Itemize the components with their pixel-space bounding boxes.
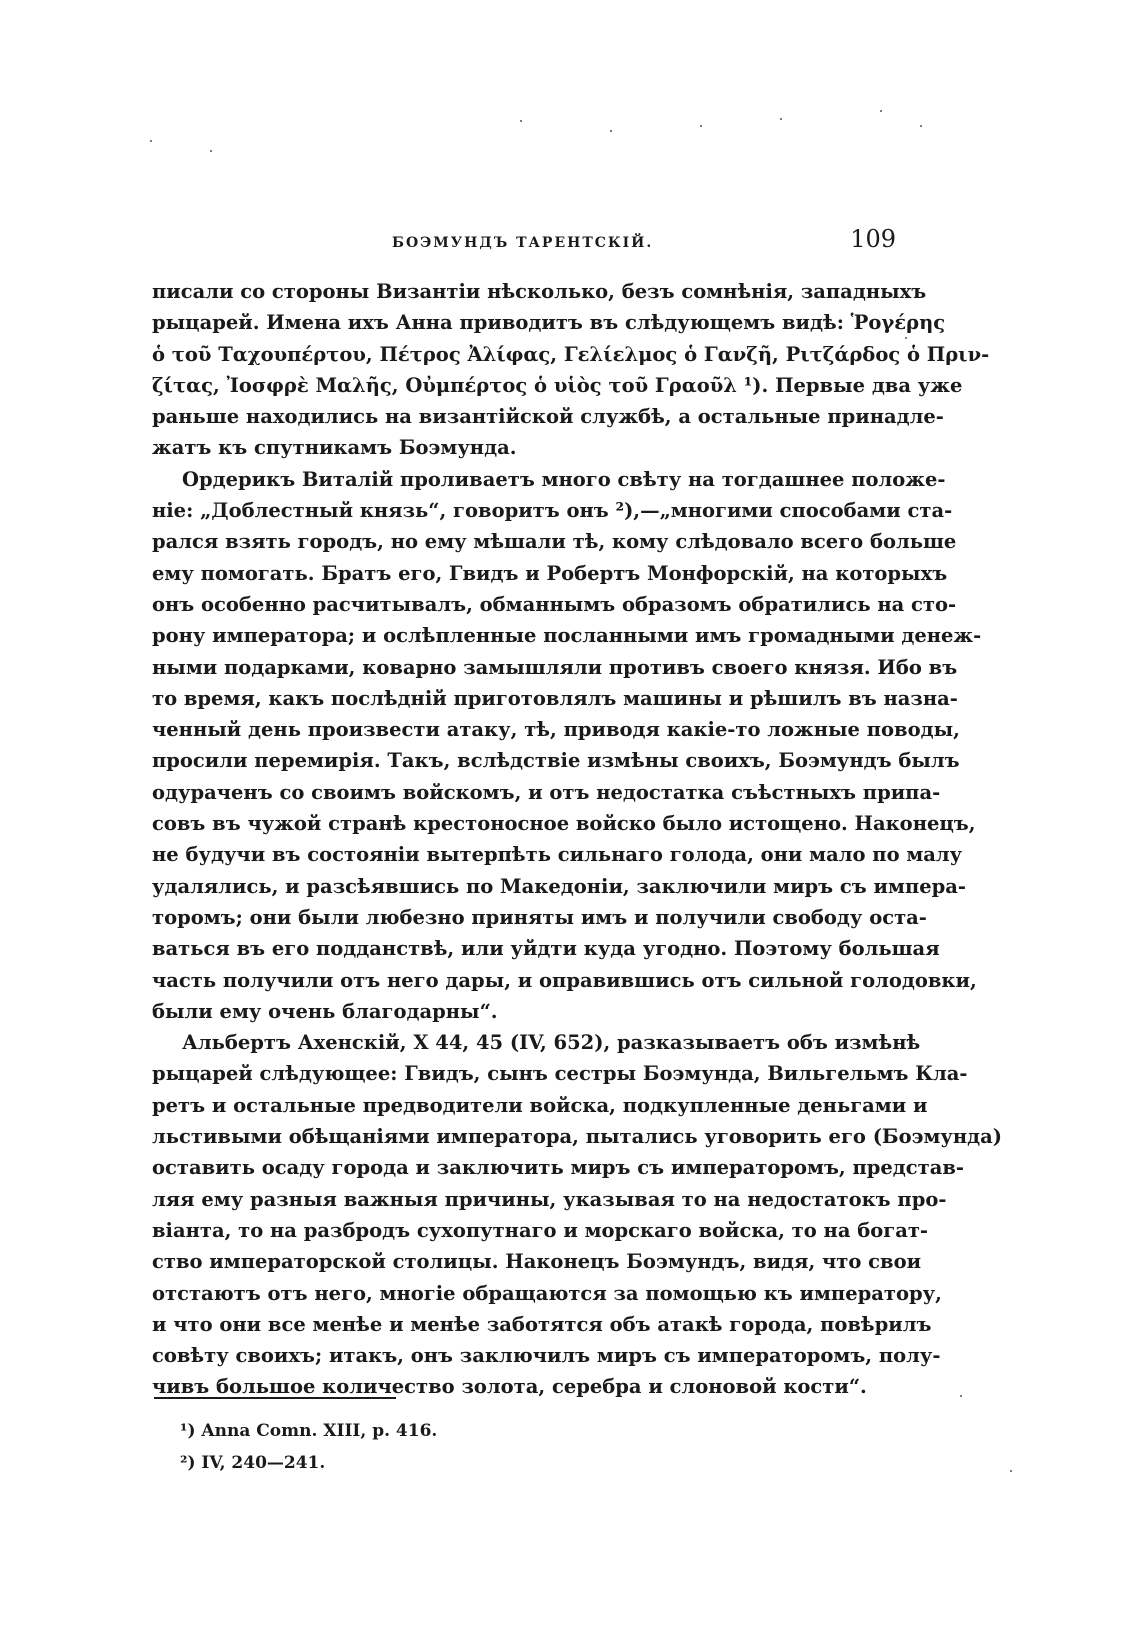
text-line: просили перемирія. Такъ, вслѣдствіе измѣны своихъ, Боэмундъ былъ — [152, 749, 960, 773]
text-line: ляя ему разныя важныя причины, указывая то на недостатокъ про- — [152, 1187, 947, 1211]
text-line: ζίτας, Ἰοσφρὲ Μαλῆς, Οὐμπέρτος ὁ υἱὸς τοῦ Γραοῦλ ¹). Первые два уже — [152, 373, 963, 397]
paragraph-3 — [152, 1027, 1003, 1403]
scan-speck — [520, 120, 522, 122]
text-line: часть получили отъ него дары, и оправившись отъ сильной голодовки, — [152, 968, 977, 992]
scan-speck — [905, 337, 907, 339]
text-line: писали со стороны Византіи нѣсколько, безъ сомнѣнія, западныхъ — [152, 280, 927, 303]
text-line: онъ особенно расчитывалъ, обманнымъ образомъ обратились на сто- — [152, 592, 957, 616]
text-line: то время, какъ послѣдній приготовлялъ машины и рѣшилъ въ назна- — [152, 686, 958, 710]
scan-speck — [700, 125, 702, 127]
text-line: торомъ; они были любезно приняты имъ и получили свободу оста- — [152, 905, 927, 929]
text-line: отстаютъ отъ него, многіе обращаются за помощью къ императору, — [152, 1281, 942, 1305]
text-line: рыцарей. Имена ихъ Анна приводитъ въ слѣдующемъ видѣ: Ῥογέρης — [152, 311, 946, 335]
footnotes — [180, 1415, 580, 1479]
paragraph-2 — [152, 464, 982, 1027]
text-line: совъ въ чужой странѣ крестоносное войско было истощено. Наконецъ, — [152, 812, 976, 836]
scan-speck — [960, 1395, 962, 1397]
text-line: оставить осаду города и заключить миръ съ императоромъ, представ- — [152, 1156, 965, 1180]
text-line: ніе: „Доблестный князь“, говоритъ онъ ²),—„многими способами ста- — [152, 499, 953, 523]
running-title: БОЭМУНДЪ ТАРЕНТСКІЙ. — [392, 235, 654, 251]
scan-speck — [780, 118, 782, 120]
text-line: и что они все менѣе и менѣе заботятся объ атакѣ города, повѣрилъ — [152, 1312, 932, 1336]
text-line: ство императорской столицы. Наконецъ Боэмундъ, видя, что свои — [152, 1250, 922, 1274]
text-line: ченный день произвести атаку, тѣ, приводя какіе-то ложные поводы, — [152, 718, 960, 742]
footnote-2: ²) IV, 240—241. — [180, 1453, 326, 1473]
text-line: ему помогать. Братъ его, Гвидъ и Робертъ Монфорскій, на которыхъ — [152, 561, 948, 585]
scan-speck — [150, 140, 152, 142]
paragraph-1 — [152, 276, 990, 464]
text-line: рыцарей слѣдующее: Гвидъ, сынъ сестры Боэмунда, Вильгельмъ Кла- — [152, 1062, 968, 1086]
text-line: жатъ къ спутникамъ Боэмунда. — [152, 436, 517, 460]
text-line: рону императора; и ослѣпленные посланными имъ громадными денеж- — [152, 624, 982, 648]
scan-speck — [920, 125, 922, 127]
text-line: одураченъ со своимъ войскомъ, и отъ недостатка съѣстныхъ припа- — [152, 780, 941, 804]
text-line: Ордерикъ Виталій проливаетъ много свѣту на тогдашнее положе- — [182, 467, 946, 491]
text-line: ными подарками, коварно замышляли противъ своего князя. Ибо въ — [152, 655, 958, 679]
scan-speck — [1010, 1470, 1012, 1472]
page-number: 109 — [850, 225, 896, 253]
text-line: ретъ и остальные предводители войска, подкупленные деньгами и — [152, 1093, 928, 1117]
scan-speck — [880, 110, 882, 112]
text-line: ὁ τοῦ Ταχουπέρτου, Πέτρος Ἀλίφας, Γελίελμος ὁ Γανζῆ, Ριτζάρδος ὁ Πριν- — [152, 342, 990, 366]
text-line: Альбертъ Ахенскій, X 44, 45 (IV, 652), разказываетъ объ измѣнѣ — [182, 1031, 921, 1055]
text-line: удалялись, и разсѣявшись по Македоніи, заключили миръ съ импера- — [152, 874, 966, 898]
text-line: совѣту своихъ; итакъ, онъ заключилъ миръ съ императоромъ, полу- — [152, 1344, 941, 1368]
text-line: віанта, то на разбродъ сухопутнаго и морскаго войска, то на богат- — [152, 1218, 929, 1242]
footnote-1: ¹) Anna Comn. XIII, p. 416. — [180, 1421, 438, 1441]
footnote-rule — [154, 1397, 396, 1399]
scan-speck — [210, 150, 212, 152]
text-line: чивъ большое количество золота, серебра и слоновой кости“. — [152, 1375, 867, 1399]
text-line: не будучи въ состояніи вытерпѣть сильнаго голода, они мало по малу — [152, 843, 963, 867]
text-line: были ему очень благодарны“. — [152, 999, 498, 1023]
text-line: льстивыми обѣщаніями императора, пытались уговорить его (Боэмунда) — [152, 1125, 1003, 1149]
text-line: раньше находились на византійской службѣ, а остальные принадле- — [152, 405, 944, 429]
scan-speck — [610, 130, 612, 132]
body-text — [152, 276, 1003, 1403]
text-line: рался взять городъ, но ему мѣшали тѣ, кому слѣдовало всего больше — [152, 530, 957, 554]
text-line: ваться въ его подданствѣ, или уйдти куда угодно. Поэтому большая — [152, 937, 940, 961]
page-header — [152, 225, 896, 265]
